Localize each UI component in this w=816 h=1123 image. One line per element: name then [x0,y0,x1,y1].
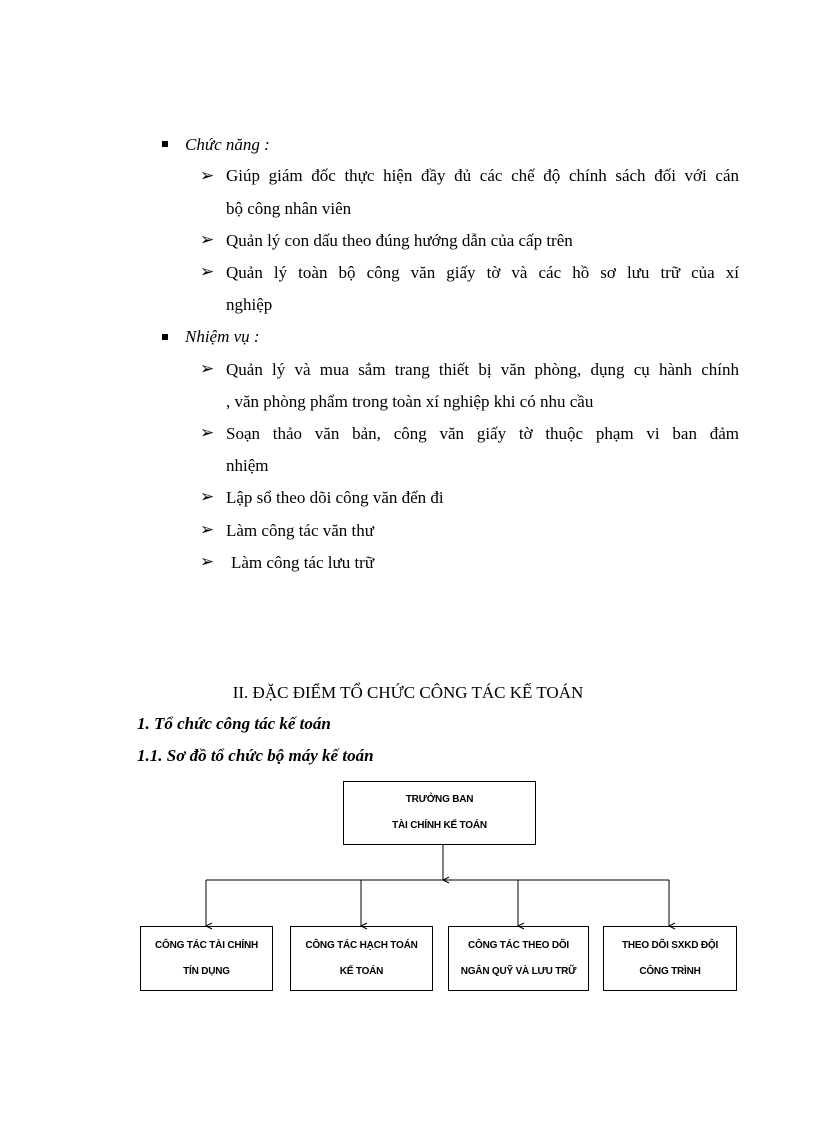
duties-item-2-line-2: nhiệm [226,456,269,475]
arrow-icon: ➢ [200,262,215,282]
org-box-finance-credit [140,926,273,991]
org-box-3-line-2: NGÂN QUỸ VÀ LƯU TRỮ [460,965,577,977]
functions-item-3-line-2: nghiệp [226,295,273,314]
duties-item-1-line-2: , văn phòng phẩm trong toàn xí nghiệp khi có nhu cầu [226,392,594,411]
functions-item-1-line-2: bộ công nhân viên [226,199,352,218]
org-box-head-line-2: TÀI CHÍNH KẾ TOÁN [392,820,487,831]
org-box-2-line-1: CÔNG TÁC HẠCH TOÁN [305,939,418,951]
org-box-1-line-2: TÍN DỤNG [183,965,230,977]
duties-item-1-line-1: Quản lý và mua sắm trang thiết bị văn phòng, dụng cụ hành chính [226,360,739,379]
org-box-4-line-1: THEO DÕI SXKD ĐỘI [621,939,719,951]
org-box-1-line-1: CÔNG TÁC TÀI CHÍNH [154,939,259,951]
org-box-4-line-2: CÔNG TRÌNH [639,965,701,977]
org-box-production-tracking [603,926,737,991]
duties-item-3: Lập sổ theo dõi công văn đến đi [226,488,444,507]
arrow-icon: ➢ [200,230,215,250]
arrow-icon: ➢ [200,520,215,540]
arrow-icon: ➢ [200,552,215,572]
arrow-icon: ➢ [200,166,215,186]
functions-item-3-line-1: Quản lý toàn bộ công văn giấy tờ và các hồ sơ lưu trữ của xí [226,263,739,282]
functions-item-1-line-1: Giúp giám đốc thực hiện đầy đủ các chế độ chính sách đối với cán [226,166,739,185]
duties-item-2-line-1: Soạn thảo văn bản, công văn giấy tờ thuộc phạm vi ban đảm [226,424,739,443]
functions-item-2: Quản lý con dấu theo đúng hướng dẫn của cấp trên [226,231,573,250]
org-box-head [343,781,536,845]
subsection-1-1: 1.1. Sơ đồ tổ chức bộ máy kế toán [137,746,374,765]
org-box-3-line-1: CÔNG TÁC THEO DÕI [467,939,570,951]
org-box-accounting [290,926,433,991]
duties-item-4: Làm công tác văn thư [226,521,374,540]
org-box-treasury-archive [448,926,589,991]
org-box-2-line-2: KẾ TOÁN [339,965,384,977]
org-box-head-line-1: TRƯỞNG BAN [405,794,474,805]
arrow-icon: ➢ [200,423,215,443]
arrow-icon: ➢ [200,487,215,507]
duties-heading: Nhiệm vụ : [185,327,260,346]
duties-item-5: Làm công tác lưu trữ [231,553,375,572]
subsection-1: 1. Tổ chức công tác kế toán [137,714,331,733]
functions-heading: Chức năng : [185,135,270,154]
arrow-icon: ➢ [200,359,215,379]
section-title: II. ĐẶC ĐIỂM TỔ CHỨC CÔNG TÁC KẾ TOÁN [232,683,584,702]
